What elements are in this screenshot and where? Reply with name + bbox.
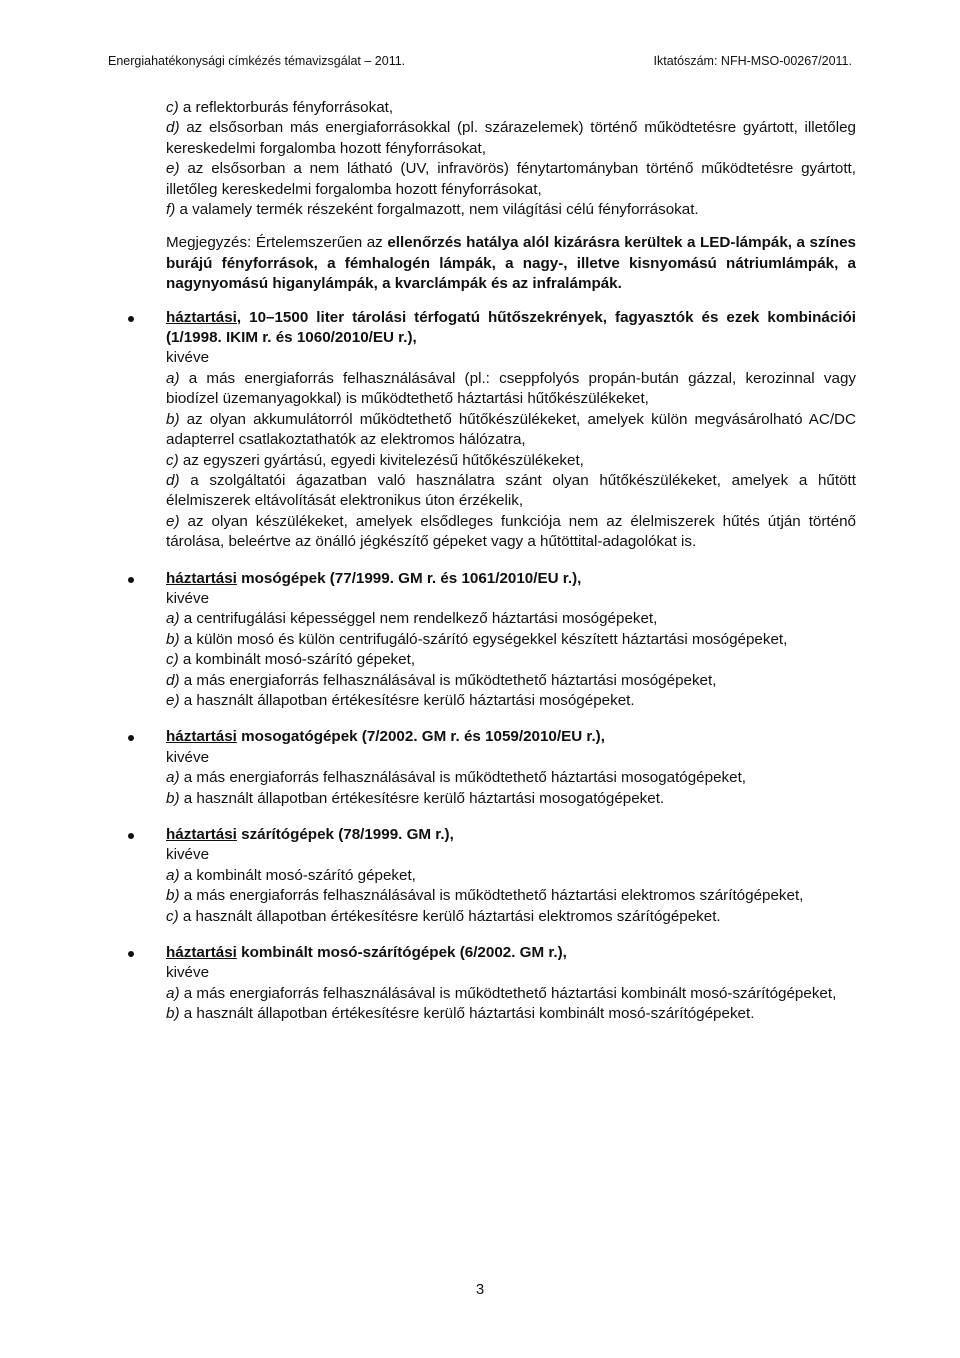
bullet-icon <box>128 833 134 839</box>
page-header <box>108 54 852 68</box>
bullet-icon <box>128 577 134 583</box>
section-refrigerators <box>166 308 856 553</box>
section-except: kivéve <box>166 846 210 864</box>
note-paragraph: Megjegyzés: Értelemszerűen az ellenőrzés hatálya alól kizárásra kerültek a LED-lámpák, a színes burájú fényforrások, a fémhalogén lámpák, a nagy-, illetve kisnyomású nátriumlámpák, a nagynyomású higanylámpák, a kvarclámpák és az infralámpák. <box>166 234 856 293</box>
page-number: 3 <box>475 1281 485 1298</box>
list-item: c) a kombinált mosó-szárító gépeket, <box>166 651 416 669</box>
list-item: c) a használt állapotban értékesítésre kerülő háztartási elektromos szárítógépeket. <box>166 907 721 925</box>
list-item: d) az elsősorban más energiaforrásokkal (pl. szárazelemek) történő működtetésre gyártott, illetőleg kereskedelmi forgalomba hozott fényforrásokat, <box>166 119 856 157</box>
list-item: b) a használt állapotban értékesítésre kerülő háztartási kombinált mosó-szárítógépeket. <box>166 1005 755 1023</box>
bullet-icon <box>128 951 134 957</box>
section-washer-dryers <box>166 943 856 1025</box>
section-title: háztartási mosógépek (77/1999. GM r. és 1061/2010/EU r.), <box>166 569 582 587</box>
list-item: d) a szolgáltatói ágazatban való használatra szánt olyan hűtőkészülékeket, amelyek a hűtött élelmiszerek eltávolítását elektronikus úton érzékelik, <box>166 471 856 510</box>
section-title: háztartási, 10–1500 liter tárolási térfogatú hűtőszekrények, fagyasztók és ezek kombinációi (1/1998. IKIM r. és 1060/2010/EU r.), <box>166 308 856 347</box>
list-item: a) a más energiaforrás felhasználásával (pl.: cseppfolyós propán-bután gázzal, kerozinnal vagy biodízel üzemanyagokkal) is működtethető háztartási hűtőkészülékeket, <box>166 369 856 408</box>
header-reference-number: Iktatószám: NFH-MSO-00267/2011. <box>653 54 852 68</box>
list-item: a) a más energiaforrás felhasználásával is működtethető háztartási mosogatógépeket, <box>166 769 747 787</box>
list-item: e) az elsősorban a nem látható (UV, infravörös) fénytartományban történő működtetésre gyártott, illetőleg kereskedelmi forgalomba hozott fényforrásokat, <box>166 160 856 198</box>
intro-list <box>166 98 856 220</box>
bullet-icon <box>128 735 134 741</box>
section-dishwashers <box>166 727 856 809</box>
list-item: b) az olyan akkumulátorról működtethető hűtőkészülékeket, amelyek külön megvásárolható AC/DC adapterrel csatlakoztathatók az elektromos hálózatra, <box>166 410 856 449</box>
list-item: a) a más energiaforrás felhasználásával is működtethető háztartási kombinált mosó-szárítógépeket, <box>166 984 837 1002</box>
section-title: háztartási mosogatógépek (7/2002. GM r. és 1059/2010/EU r.), <box>166 728 605 746</box>
section-washing-machines <box>166 569 856 712</box>
list-item: c) az egyszeri gyártású, egyedi kivitelezésű hűtőkészülékeket, <box>166 451 584 469</box>
section-except: kivéve <box>166 964 210 982</box>
header-title: Energiahatékonysági címkézés témavizsgálat – 2011. <box>108 54 406 68</box>
section-except: kivéve <box>166 748 210 766</box>
section-dryers <box>166 825 856 927</box>
bullet-icon <box>128 316 134 322</box>
list-item: b) a használt állapotban értékesítésre kerülő háztartási mosogatógépeket. <box>166 789 665 807</box>
list-item: f) a valamely termék részeként forgalmazott, nem világítási célú fényforrásokat. <box>166 201 699 219</box>
list-item: d) a más energiaforrás felhasználásával is működtethető háztartási mosógépeket, <box>166 671 717 689</box>
list-item: a) a kombinált mosó-szárító gépeket, <box>166 866 416 884</box>
list-item: b) a külön mosó és külön centrifugáló-szárító egységekkel készített háztartási mosógépeket, <box>166 630 788 648</box>
list-item: b) a más energiaforrás felhasználásával is működtethető háztartási elektromos szárítógépeket, <box>166 887 804 905</box>
list-item: e) a használt állapotban értékesítésre kerülő háztartási mosógépeket. <box>166 691 635 709</box>
list-item: a) a centrifugálási képességgel nem rendelkező háztartási mosógépeket, <box>166 610 658 628</box>
list-item: c) a reflektorburás fényforrásokat, <box>166 99 394 116</box>
section-except: kivéve <box>166 589 210 607</box>
section-except: kivéve <box>166 349 210 367</box>
section-title: háztartási kombinált mosó-szárítógépek (6/2002. GM r.), <box>166 944 567 962</box>
section-title: háztartási szárítógépek (78/1999. GM r.), <box>166 826 454 843</box>
list-item: e) az olyan készülékeket, amelyek elsődleges funkciója nem az élelmiszerek hűtés útján történő tárolása, beleértve az önálló jégkészítő gépeket vagy a hűtöttital-adagolókat is. <box>166 512 856 551</box>
document-body <box>166 98 856 1025</box>
